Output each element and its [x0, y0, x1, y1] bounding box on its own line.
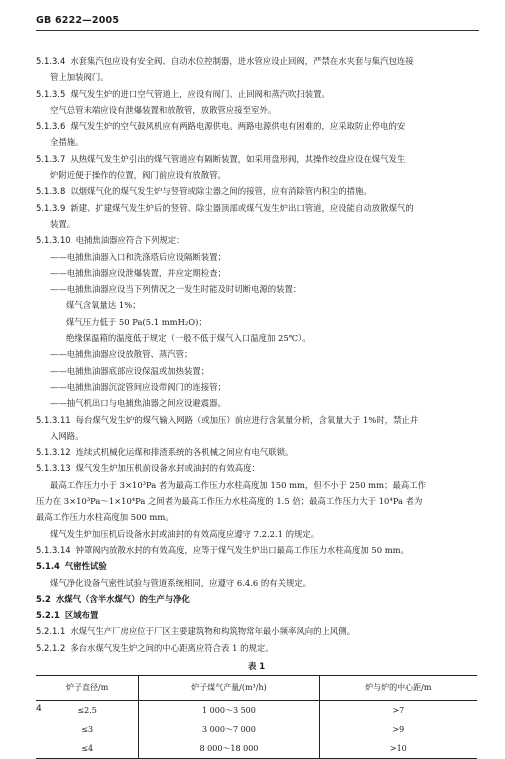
clause-number: 5.2.1.1	[36, 626, 66, 637]
clause-text: ——电捕焦油器底部应设保温或加热装置；	[50, 365, 210, 376]
clause-text: ——电捕焦油器应设当下列情况之一发生时能及时切断电源的装置：	[50, 284, 302, 295]
table-cell: >9	[319, 720, 477, 739]
text-line	[36, 558, 477, 574]
clause-text: 区域布置	[64, 610, 99, 621]
clause-text: 管上加装阀门。	[50, 72, 109, 83]
table-header-cell: 炉与炉的中心距/m	[319, 676, 477, 701]
clause-number: 5.1.4	[36, 561, 60, 572]
text-line	[36, 444, 477, 460]
clause-text: 煤气净化设备气密性试验与管道系统相同，应遵守 6.4.6 的有关规定。	[50, 577, 312, 588]
text-line	[36, 183, 477, 199]
clause-text: ——电捕焦油器沉淀管间应设带阀门的连接管；	[50, 381, 226, 392]
text-line	[36, 542, 477, 558]
clause-text: 煤气压力低于 50 Pa(5.1 mmH₂O)；	[66, 316, 207, 327]
table-cell: 8 000～18 000	[139, 739, 319, 759]
text-line	[36, 118, 477, 134]
text-line	[36, 607, 477, 623]
clause-text: 煤气含氧量达 1%；	[66, 300, 141, 311]
text-line	[36, 69, 477, 85]
table-cell: >7	[319, 701, 477, 721]
text-line	[36, 460, 477, 476]
text-line	[36, 428, 477, 444]
text-line	[36, 216, 477, 232]
document-body	[36, 53, 477, 759]
header-rule	[36, 30, 479, 31]
center-distance-table	[36, 675, 477, 759]
clause-text: 煤气发生炉的进口空气管道上，应设有阀门、止回阀和蒸汽吹扫装置。	[70, 88, 330, 99]
text-line	[36, 249, 477, 265]
clause-text: 从热煤气发生炉引出的煤气管道应有隔断装置，如采用盘形阀，其操作绞盘应设在煤气发生	[70, 153, 406, 164]
text-line	[36, 346, 477, 362]
clause-number: 5.2.1.2	[36, 642, 66, 653]
clause-text: 多台水煤气发生炉之间的中心距离应符合表 1 的规定。	[70, 642, 274, 653]
clause-number: 5.2	[36, 593, 51, 604]
table-row	[36, 701, 477, 721]
clause-text: 全措施。	[50, 137, 84, 148]
clause-text: 空气总管末端应设有泄爆装置和放散管，放散管应接至室外。	[50, 104, 277, 115]
text-line	[36, 200, 477, 216]
table-header-row	[36, 676, 477, 701]
text-line	[36, 330, 477, 346]
table-cell: 3 000～7 000	[139, 720, 319, 739]
clause-text: 气密性试验	[64, 561, 107, 572]
clause-text: 煤气发生炉加压机后设备水封或油封的有效高度应遵守 7.2.2.1 的规定。	[50, 528, 320, 539]
text-line	[36, 151, 477, 167]
text-line	[36, 623, 477, 639]
text-line	[36, 363, 477, 379]
clause-text: 入网路。	[50, 430, 84, 441]
text-line	[36, 477, 477, 493]
text-line	[36, 134, 477, 150]
clause-text: 水煤气（含半水煤气）的生产与净化	[55, 593, 190, 604]
clause-text: ——电捕焦油器应设放散管、蒸汽管；	[50, 349, 193, 360]
clause-text: 水煤气生产厂房应位于厂区主要建筑物和构筑物常年最小频率风向的上风侧。	[70, 626, 356, 637]
table-cell: ≤4	[36, 739, 139, 759]
text-line	[36, 412, 477, 428]
clause-number: 5.1.3.10	[36, 235, 71, 246]
clause-number: 5.1.3.9	[36, 202, 66, 213]
clause-text: 钟罩阀内放散水封的有效高度，应等于煤气发生炉出口最高工作压力水柱高度加 50 mm。	[75, 544, 410, 555]
clause-text: ——抽气机出口与电捕焦油器之间应设避震器。	[50, 398, 226, 409]
text-line	[36, 86, 477, 102]
table-header-cell: 炉子直径/m	[36, 676, 139, 701]
clause-text: 每台煤气发生炉的煤气输入网路（或加压）前应进行含氧量分析，含氧量大于 1%时，禁止并	[75, 414, 419, 425]
standard-number: GB 6222—2005	[36, 15, 120, 26]
text-line	[36, 493, 477, 509]
clause-text: ——电捕焦油器应设泄爆装置，并应定期检查；	[50, 267, 226, 278]
clause-text: 最高工作压力小于 3×10³Pa 者为最高工作压力水柱高度加 150 mm，但不小于 250 mm；最高工作	[50, 479, 426, 490]
text-line	[36, 379, 477, 395]
clause-text: 电捕焦油器应符合下列规定：	[75, 235, 185, 246]
clause-number: 5.2.1	[36, 610, 60, 621]
text-line	[36, 591, 477, 607]
clause-text: 压力在 3×10³Pa～1×10⁴Pa 之间者为最高工作压力水柱高度的 1.5 倍；最高工作压力大于 10⁴Pa 者为	[36, 496, 423, 507]
text-line	[36, 575, 477, 591]
clause-text: 水套集汽包应设有安全阀、自动水位控制器，进水管应设止回阀，严禁在水夹套与集汽包连接	[70, 56, 414, 66]
text-line	[36, 297, 477, 313]
clause-number: 5.1.3.6	[36, 121, 66, 132]
text-line	[36, 102, 477, 118]
clause-number: 5.1.3.12	[36, 447, 71, 458]
clause-number: 5.1.3.8	[36, 186, 66, 197]
clause-text: ——电捕焦油器入口和洗涤塔后应设隔断装置；	[50, 251, 226, 262]
clause-text: 炉附近便于操作的位置，阀门前应设有放散管。	[50, 170, 226, 181]
clause-number: 5.1.3.14	[36, 544, 71, 555]
clause-text: 绝缘保温箱的温度低于规定（一般不低于煤气入口温度加 25℃）。	[66, 333, 311, 344]
text-line	[36, 314, 477, 330]
clause-text: 最高工作压力水柱高度加 500 mm。	[36, 512, 174, 523]
clause-number: 5.1.3.7	[36, 153, 66, 164]
clause-text: 煤气发生炉加压机前设备水封或油封的有效高度：	[75, 463, 260, 474]
clause-number: 5.1.3.4	[36, 56, 66, 66]
text-line	[36, 265, 477, 281]
clause-text: 以烟煤气化的煤气发生炉与竖管或除尘器之间的接管，应有消除管内积尘的措施。	[70, 186, 372, 197]
clause-text: 连续式机械化运煤和排渣系统的各机械之间应有电气联锁。	[75, 447, 294, 458]
clause-number: 5.1.3.5	[36, 88, 66, 99]
table-header-cell: 炉子煤气产量/(m³/h)	[139, 676, 319, 701]
table-cell: >10	[319, 739, 477, 759]
clause-text: 煤气发生炉的空气鼓风机应有两路电源供电。两路电源供电有困难的，应采取防止停电的安	[70, 121, 406, 132]
text-line	[36, 395, 477, 411]
text-line	[36, 281, 477, 297]
table-cell: ≤3	[81, 724, 94, 734]
clause-text: 装置。	[50, 218, 76, 229]
table-caption: 表 1	[247, 660, 266, 671]
clause-number: 5.1.3.11	[36, 414, 71, 425]
clause-text: 新建、扩建煤气发生炉后的竖管、除尘器顶部或煤气发生炉出口管道，应设能自动放散煤气的	[70, 202, 414, 213]
text-line	[36, 167, 477, 183]
text-line	[36, 509, 477, 525]
text-line	[36, 232, 477, 248]
clause-number: 5.1.3.13	[36, 463, 71, 474]
page-number: 4	[36, 704, 42, 714]
text-line	[36, 526, 477, 542]
text-line	[36, 53, 477, 69]
table-cell: 1 000～3 500	[139, 701, 319, 721]
clause-list	[36, 53, 477, 656]
text-line	[36, 640, 477, 656]
table-cell: ≤2.5	[77, 705, 97, 715]
table-row	[36, 739, 477, 759]
